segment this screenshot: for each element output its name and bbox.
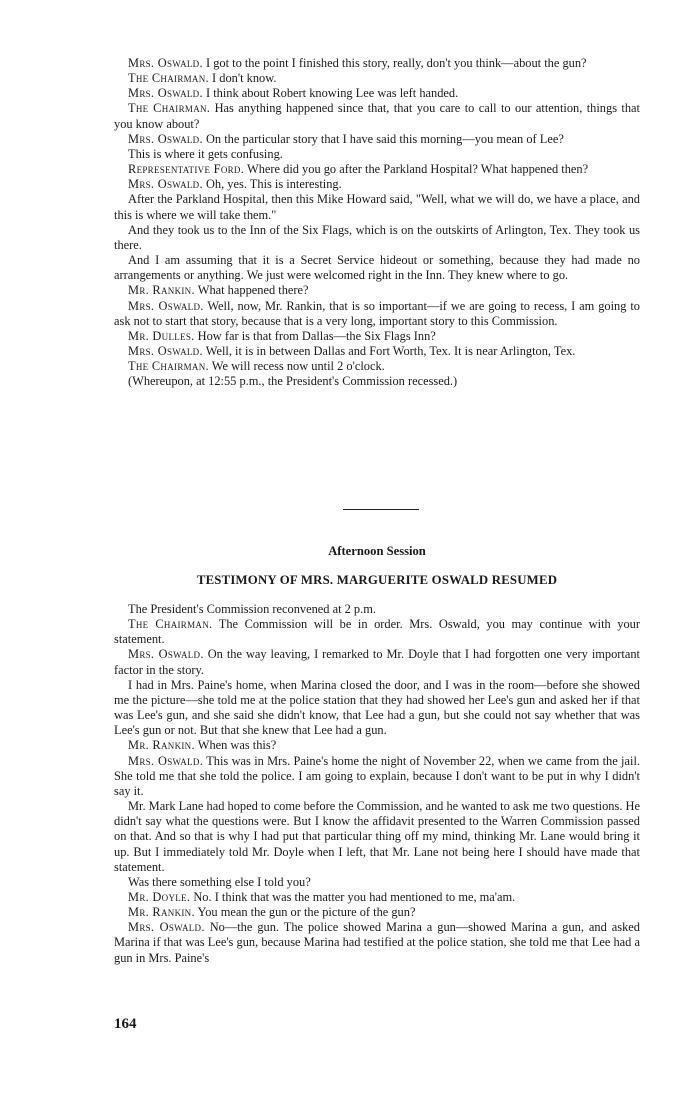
paragraph-text: No. I think that was the matter you had mentioned to me, ma'am. — [190, 889, 516, 904]
speaker-name: Mrs. Oswald. — [128, 86, 203, 101]
paragraph-text: This was in Mrs. Paine's home the night of November 22, when we came from the jail. She told me that she told the police. I am going to explain, because I don't want to be put in why I didn't say it. — [114, 753, 640, 798]
speaker-name: Mr. Doyle. — [128, 889, 191, 904]
paragraph — [114, 920, 640, 965]
paragraph — [114, 86, 640, 101]
speaker-name: The Chairman. — [128, 617, 213, 632]
paragraph-text: Where did you go after the Parkland Hospital? What happened then? — [244, 162, 589, 177]
speaker-name: Mrs. Oswald. — [128, 131, 203, 146]
speaker-name: Mrs. Oswald. — [128, 647, 204, 662]
paragraph-text: The Commission will be in order. Mrs. Oswald, you may continue with your statement. — [114, 617, 640, 647]
paragraph — [114, 101, 640, 131]
speaker-name: Mr. Dulles. — [128, 328, 195, 343]
paragraph-text: And they took us to the Inn of the Six Flags, which is on the outskirts of Arlington, Tex. They took us there. — [114, 222, 640, 252]
paragraph-text: We will recess now until 2 o'clock. — [208, 359, 385, 374]
speaker-name: Mrs. Oswald. — [128, 177, 203, 192]
paragraph-text: Well, it is in between Dallas and Fort Worth, Tex. It is near Arlington, Tex. — [202, 343, 576, 358]
paragraph-text: This is where it gets confusing. — [128, 146, 283, 161]
paragraph-text: On the way leaving, I remarked to Mr. Doyle that I had forgotten one very important factor in the story. — [114, 647, 641, 677]
section-divider — [343, 509, 419, 510]
paragraph — [114, 678, 640, 739]
paragraph — [114, 754, 640, 799]
paragraph — [114, 299, 640, 329]
paragraph-text: I got to the point I finished this story, really, don't you think—about the gun? — [202, 56, 587, 70]
paragraph-text: The President's Commission reconvened at 2 p.m. — [128, 602, 376, 616]
paragraph-text: What happened there? — [194, 283, 309, 298]
paragraph — [114, 905, 640, 920]
speaker-name: Mrs. Oswald. — [128, 343, 203, 358]
paragraph — [114, 147, 640, 162]
paragraph-text: (Whereupon, at 12:55 p.m., the President's Commission recessed.) — [128, 374, 458, 389]
speaker-name: Mrs. Oswald. — [128, 920, 205, 935]
paragraph — [114, 875, 640, 890]
top-text-block — [114, 56, 640, 389]
paragraph-text: I think about Robert knowing Lee was left handed. — [202, 86, 459, 101]
paragraph-text: Oh, yes. This is interesting. — [202, 177, 342, 192]
page-number: 164 — [114, 1016, 137, 1032]
speaker-name: Mrs. Oswald. — [128, 298, 204, 313]
paragraph — [114, 602, 640, 617]
speaker-name: Mrs. Oswald. — [128, 753, 204, 768]
speaker-name: Mr. Rankin. — [128, 738, 195, 753]
paragraph — [114, 56, 640, 71]
speaker-name: The Chairman. — [128, 71, 209, 86]
paragraph — [114, 71, 640, 86]
paragraph — [114, 177, 640, 192]
paragraph-text: No—the gun. The police showed Marina a gun—showed Marina a gun, and asked Marina if that was Lee's gun, because Marina had testified at the police station, she told me that Lee had a gun in Mrs. Paine's — [114, 920, 640, 965]
speaker-name: Mrs. Oswald. — [128, 56, 203, 70]
speaker-name: The Chairman. — [128, 101, 211, 116]
paragraph — [114, 223, 640, 253]
bottom-text-block — [114, 602, 640, 966]
paragraph-text: I don't know. — [208, 71, 277, 86]
paragraph-text: When was this? — [194, 738, 277, 753]
paragraph-text: How far is that from Dallas—the Six Flags Inn? — [194, 328, 436, 343]
paragraph — [114, 253, 640, 283]
session-title: Afternoon Session — [328, 544, 426, 558]
paragraph — [114, 344, 640, 359]
testimony-heading: TESTIMONY OF MRS. MARGUERITE OSWALD RESUMED — [196, 573, 558, 587]
paragraph — [114, 799, 640, 875]
speaker-name: Representative Ford. — [128, 162, 245, 177]
paragraph — [114, 162, 640, 177]
paragraph — [114, 647, 640, 677]
paragraph — [114, 329, 640, 344]
paragraph — [114, 132, 640, 147]
paragraph-text: On the particular story that I have said this morning—you mean of Lee? — [202, 131, 564, 146]
paragraph-text: And I am assuming that it is a Secret Service hideout or something, because they had made no arrangements or anything. We just were welcomed right in the Inn. They knew where to go. — [114, 253, 640, 283]
paragraph-text: Has anything happened since that, that you care to call to our attention, things that you know about? — [114, 101, 640, 131]
paragraph — [114, 283, 640, 298]
paragraph — [114, 890, 640, 905]
paragraph — [114, 738, 640, 753]
paragraph — [114, 617, 640, 647]
paragraph-text: You mean the gun or the picture of the gun? — [194, 905, 416, 920]
paragraph — [114, 192, 640, 222]
speaker-name: The Chairman. — [128, 359, 209, 374]
paragraph — [114, 359, 640, 374]
speaker-name: Mr. Rankin. — [128, 905, 195, 920]
paragraph-text: Was there something else I told you? — [128, 874, 311, 889]
paragraph-text: Mr. Mark Lane had hoped to come before the Commission, and he wanted to ask me two questions. He didn't say what the questions were. But I know the affidavit presented to the Warren Commission passed on that. And so that is why I had put that particular thing off my mind, thinking Mr. Lane would bring it up. But I immediately told Mr. Doyle when I left, that Mr. Lane not being here I should have made that statement. — [114, 799, 640, 874]
paragraph — [114, 374, 640, 389]
paragraph-text: I had in Mrs. Paine's home, when Marina closed the door, and I was in the room—before she showed me the picture—she told me at the police station that they had showed her Lee's gun and asked her if that was Lee's gun, and she said she didn't know, that Lee had a gun, but she could not say whether that was Lee's gun or not. But that she knew that Lee had a gun. — [114, 677, 640, 738]
paragraph-text: Well, now, Mr. Rankin, that is so important—if we are going to recess, I am going to ask not to start that story, because that is a very long, important story to this Commission. — [114, 298, 640, 328]
paragraph-text: After the Parkland Hospital, then this Mike Howard said, "Well, what we will do, we have a place, and this is where we will take them." — [114, 192, 640, 222]
speaker-name: Mr. Rankin. — [128, 283, 195, 298]
